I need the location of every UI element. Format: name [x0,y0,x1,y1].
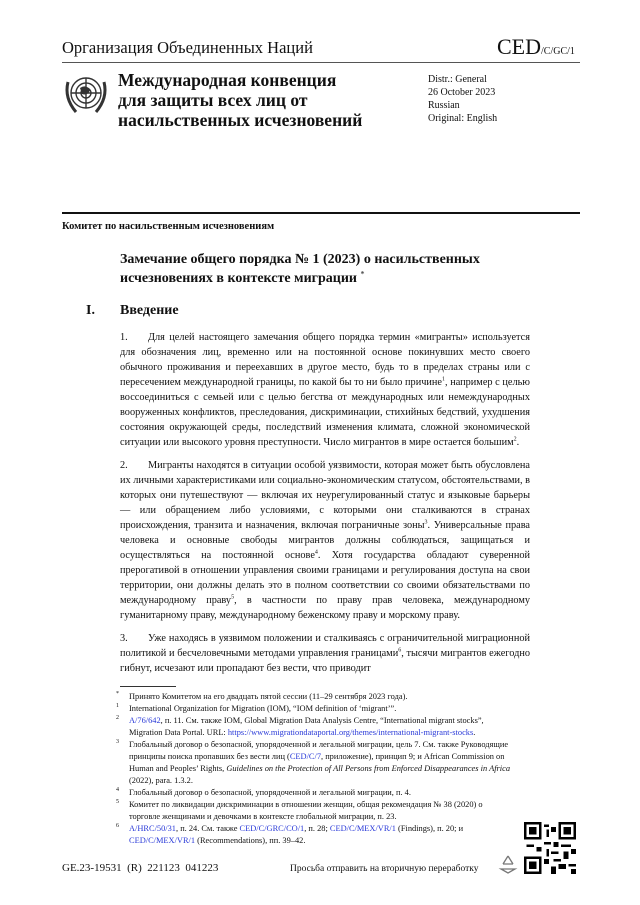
section-rule [62,212,580,214]
title-line: Замечание общего порядка № 1 (2023) о насильственных [120,252,480,267]
footnote [116,799,512,823]
convention-title-line: для защиты всех лиц от [118,90,308,110]
footnote-mark: * [116,691,119,697]
footnote-ref[interactable]: 3 [424,519,428,526]
footnote-separator [120,686,176,687]
job-number: GE.23-19531 (R) 221123 041223 [62,862,219,874]
footnote-mark: 1 [116,703,119,709]
paragraph [120,330,530,450]
paragraph-text: Уже находясь в уязвимом положении и сталкиваясь с ограничительной миграционной политикой и бесчеловечными методами управления границами [120,633,530,659]
paragraph-text: , например с целью воссоединиться с семьей или с целью бегства от международных или немеждународных вооруженных конфликтов, преследования, дискриминации, стихийных бедствий, ухудшения состояния окружающей среды, последствий изменения климата, сложной экономической ситуации или высокого уровня преступности. Число мигрантов в мире остается большим [120,377,530,448]
document-title [120,250,530,288]
footnote [116,691,512,703]
footnote [116,823,512,847]
footnote-text: (2022), para. 1.3.2. [129,776,193,785]
footnote-ref[interactable]: 5 [231,594,235,601]
paragraph-text: . Универсальные права человека и основные свободы мигрантов должны соблюдаться, защищаться и осуществляться на постоянной основе [120,520,530,561]
footnote-ref[interactable]: * [360,269,365,279]
convention-title [118,70,418,130]
paragraph-number: 1. [120,332,128,343]
paragraph-text: . [516,437,520,448]
footnote-text: (Findings), п. 20; и [395,824,464,833]
paragraph-number: 3. [120,633,128,644]
paragraph-number: 2. [120,460,128,471]
paragraph-text: , тысячи мигрантов ежегодно гибнут, исчезают или пропадают без вести, что приводит [120,648,530,674]
paragraph-text: . Хотя государства обладают суверенной прерогативой в отношении управления своими границами и регулирования доступа на свои территории, они должны делать это в полном соответствии со своими обязательствами по международному праву [120,550,530,606]
document-link[interactable]: CED/C/7 [289,752,322,761]
footnote-text: (Recommendations), пп. 39–42. [195,836,306,845]
footnote-text: . [473,728,476,737]
footnote-text: Глобальный договор о безопасной, упорядоченной и легальной миграции, цель 7. См. также Руководящие принципы поиска пропавших без вести лиц ( [129,740,509,761]
section-number: I. [86,303,95,318]
language: Russian [428,100,460,111]
publication-title: Guidelines on the Protection of All Persons from Enforced Disappearances in Africa [226,764,511,773]
footnote-text: Комитет по ликвидации дискриминации в отношении женщин, общая рекомендация № 38 (2020) о торговле женщинами и девочками в контексте глобальной миграции, п. 23. [129,800,483,821]
footnote-mark: 6 [116,823,119,829]
recycle-icon [497,853,519,875]
paragraph [120,631,530,676]
footnote-ref[interactable]: 6 [398,647,402,654]
document-link[interactable]: CED/C/GRC/CO/1 [239,824,305,833]
original-language: Original: English [428,113,498,124]
document-link[interactable]: CED/C/MEX/VR/1 [129,836,196,845]
footnote-text: International Organization for Migration (IOM), “IOM definition of ‘migrant’”. [129,704,397,713]
footnote-text: , приложение), принцип 9; и African Commission on Human and Peoples’ Rights, [129,752,505,773]
footnote [116,715,512,739]
organization-name: Организация Объединенных Наций [62,38,313,57]
distribution: Distr.: General [428,74,487,85]
footnote [116,787,512,799]
document-symbol [497,34,575,60]
distribution-block [428,73,497,125]
committee-name: Комитет по насильственным исчезновениям [62,221,275,232]
section-title: Введение [120,303,179,318]
document-link[interactable]: A/HRC/50/31 [129,824,176,833]
footnotes [116,691,512,847]
document-link[interactable]: A/76/642 [129,716,161,725]
footnote [116,739,512,787]
footnote-ref[interactable]: 4 [314,549,318,556]
paragraph-text: , в частности по праву прав человека, международному гуманитарному праву, международному беженскому праву и морскому праву. [120,595,531,621]
paragraph-text: Для целей настоящего замечания общего порядка термин «мигранты» используется для обозначения лиц, временно или на постоянной основе покинувших место своего обычного проживания и переехавших в другое место, будь то в пределах страны или с пересечением международной границы, по какой бы то ни было причине [120,332,530,388]
document-body [86,250,530,847]
footnote-mark: 5 [116,799,119,805]
section-heading [86,302,530,320]
recycle-note: Просьба отправить на вторичную переработку [290,864,479,874]
footnote-mark: 3 [116,739,119,745]
footnote-text: , п. 24. См. также [176,824,240,833]
footnote-ref[interactable]: 1 [441,376,445,383]
footnote-mark: 4 [116,787,119,793]
footnote-ref[interactable]: 2 [513,436,517,443]
convention-title-line: Международная конвенция [118,70,337,90]
header-rule [62,62,580,63]
un-emblem-icon [62,70,110,118]
footnote [116,703,512,715]
footnote-text: Принято Комитетом на его двадцать пятой сессии (11–29 сентября 2023 года). [129,692,408,701]
symbol-sub: /C/GC/1 [541,46,575,57]
footnote-text: Глобальный договор о безопасной, упорядоченной и легальной миграции, п. 4. [129,788,411,797]
footnote-text: , п. 28; [304,824,330,833]
convention-title-line: насильственных исчезновений [118,110,363,130]
document-link[interactable]: CED/C/MEX/VR/1 [329,824,396,833]
symbol-main: CED [497,34,541,59]
paragraph [120,458,530,623]
footnote-mark: 2 [116,715,119,721]
footnote-text: , п. 11. См. также IOM, Global Migration Data Analysis Centre, “International migrant stocks”, Migration Data Portal. URL: [129,716,484,737]
title-line: исчезновениях в контексте миграции [120,271,358,286]
paragraph-text: Мигранты находятся в ситуации особой уязвимости, которая может быть обусловлена их личными характеристиками или социально-экономическим статусом, обстоятельствами, в которых они путешествуют — включая их неурегулированный статус и языковые барьеры — или обращением либо условиями, с которыми они сталкиваются в странах происхождения, транзита и назначения, включая пограничные зоны [120,460,530,531]
date: 26 October 2023 [428,87,496,98]
url-link[interactable]: https://www.migrationdataportal.org/themes/international-migrant-stocks [227,728,474,737]
qr-code-icon[interactable] [524,822,576,874]
